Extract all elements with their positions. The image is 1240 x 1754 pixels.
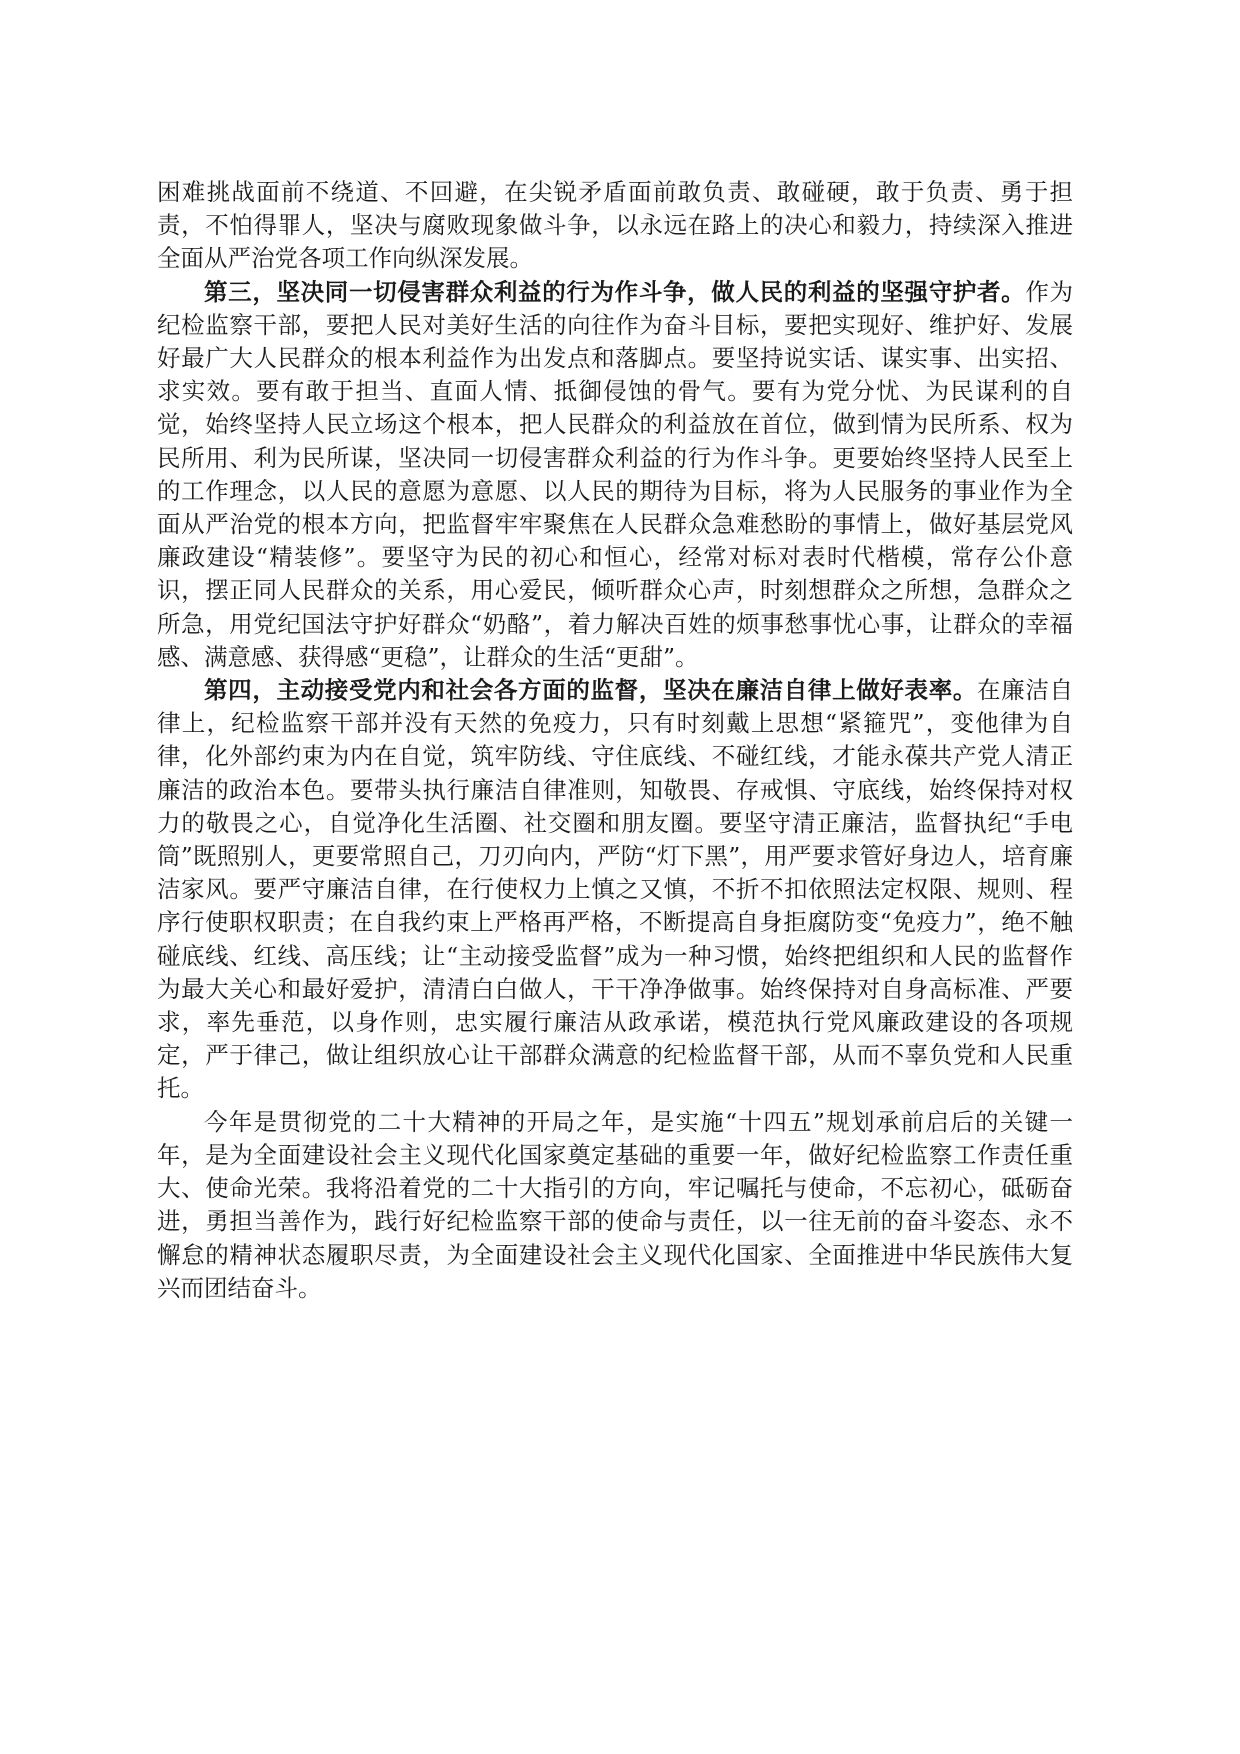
paragraph-body: 在廉洁自律上，纪检监察干部并没有天然的免疫力，只有时刻戴上思想“紧箍咒”，变他律为自律，化外部约束为内在自觉，筑牢防线、守住底线、不碰红线，才能永葆共产党人清正廉洁的政治本色。要带头执行廉洁自律准则，知敬畏、存戒惧、守底线，始终保持对权力的敬畏之心，自觉净化生活圈、社交圈和朋友圈。要坚守清正廉洁，监督执纪“手电筒”既照别人，更要常照自己，刀刃向内，严防“灯下黑”，用严要求管好身边人，培育廉洁家风。要严守廉洁自律，在行使权力上慎之又慎，不折不扣依照法定权限、规则、程序行使职权职责；在自我约束上严格再严格，不断提高自身拒腐防变“免疫力”，绝不触碰底线、红线、高压线；让“主动接受监督”成为一种习惯，始终把组织和人民的监督作为最大关心和最好爱护，清清白白做人，干干净净做事。始终保持对自身高标准、严要求，率先垂范，以身作则，忠实履行廉洁从政承诺，模范执行党风廉政建设的各项规定，严于律己，做让组织放心让干部群众满意的纪检监督干部，从而不辜负党和人民重托。: [157, 676, 1074, 1103]
paragraph-heading: 第四，主动接受党内和社会各方面的监督，坚决在廉洁自律上做好表率。: [204, 676, 978, 705]
paragraph-third-point: [157, 276, 1073, 674]
paragraph-heading: 第三，坚决同一切侵害群众利益的行为作斗争，做人民的利益的坚强守护者。: [204, 277, 1026, 306]
paragraph-body: 今年是贯彻党的二十大精神的开局之年，是实施“十四五”规划承前启后的关键一年，是为全面建设社会主义现代化国家奠定基础的重要一年，做好纪检监察工作责任重大、使命光荣。我将沿着党的二十大指引的方向，牢记嘱托与使命，不忘初心，砥砺奋进，勇担当善作为，践行好纪检监察干部的使命与责任，以一往无前的奋斗姿态、永不懈怠的精神状态履职尽责，为全面建设社会主义现代化国家、全面推进中华民族伟大复兴而团结奋斗。: [157, 1107, 1073, 1302]
paragraph-continued: [157, 176, 1073, 276]
document-page: [157, 176, 1073, 1305]
paragraph-fourth-point: [157, 674, 1073, 1106]
paragraph-body: 作为纪检监察干部，要把人民对美好生活的向往作为奋斗目标，要把实现好、维护好、发展好最广大人民群众的根本利益作为出发点和落脚点。要坚持说实话、谋实事、出实招、求实效。要有敢于担当、直面人情、抵御侵蚀的骨气。要有为党分忧、为民谋利的自觉，始终坚持人民立场这个根本，把人民群众的利益放在首位，做到情为民所系、权为民所用、利为民所谋，坚决同一切侵害群众利益的行为作斗争。更要始终坚持人民至上的工作理念，以人民的意愿为意愿、以人民的期待为目标，将为人民服务的事业作为全面从严治党的根本方向，把监督牢牢聚焦在人民群众急难愁盼的事情上，做好基层党风廉政建设“精装修”。要坚守为民的初心和恒心，经常对标对表时代楷模，常存公仆意识，摆正同人民群众的关系，用心爱民，倾听群众心声，时刻想群众之所想，急群众之所急，用党纪国法守护好群众“奶酪”，着力解决百姓的烦事愁事忧心事，让群众的幸福感、满意感、获得感“更稳”，让群众的生活“更甜”。: [157, 277, 1074, 671]
paragraph-body: 困难挑战面前不绕道、不回避，在尖锐矛盾面前敢负责、敢碰硬，敢于负责、勇于担责，不怕得罪人，坚决与腐败现象做斗争，以永远在路上的决心和毅力，持续深入推进全面从严治党各项工作向纵深发展。: [157, 178, 1073, 273]
paragraph-conclusion: [157, 1106, 1073, 1305]
